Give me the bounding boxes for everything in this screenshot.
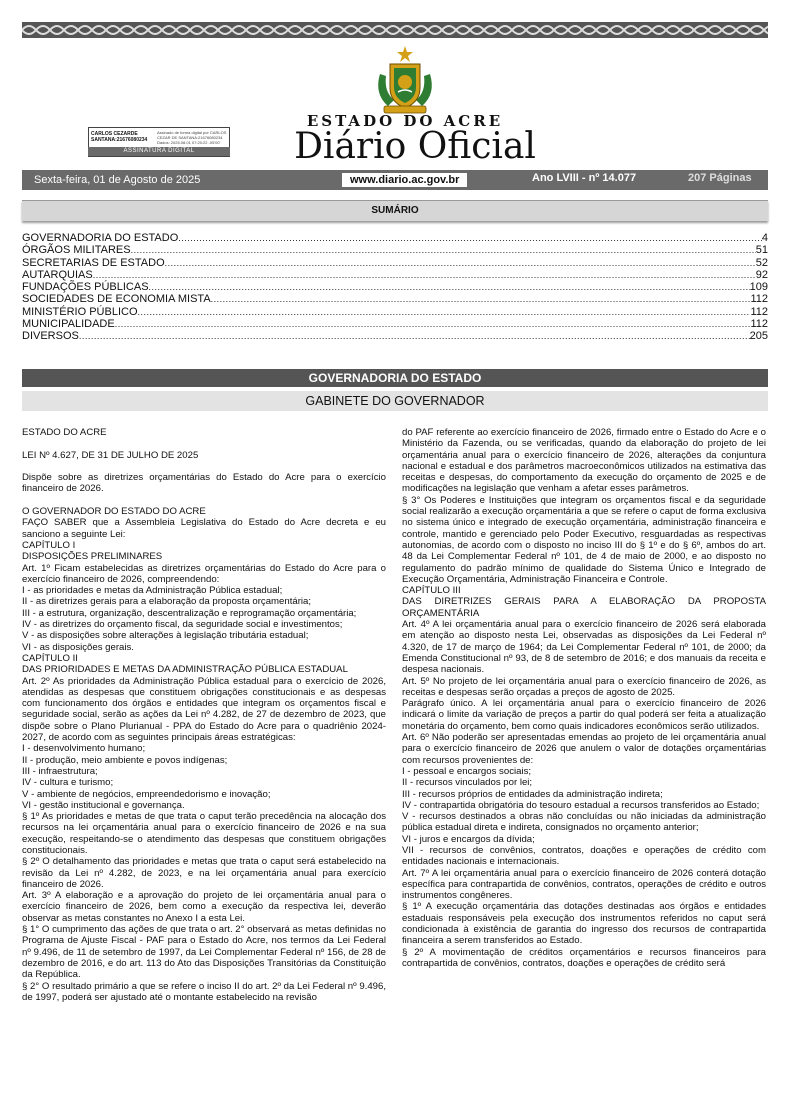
section-title: GOVERNADORIA DO ESTADO — [22, 369, 768, 387]
toc-entry-label: MUNICIPALIDADE — [22, 318, 115, 331]
toc-entry-page: 4 — [761, 232, 768, 244]
right-text-column — [402, 427, 766, 969]
publication-title: Diário Oficial — [294, 126, 536, 167]
text-paragraph: VI - gestão institucional e governança. — [22, 799, 185, 811]
toc-leader-dots — [115, 318, 751, 330]
toc-entry[interactable] — [22, 269, 768, 281]
text-paragraph: Art. 2º As prioridades da Administração Pública estadual para o exercício de 2026, atendidas as despesas que constituem obrigações constitucionais e as despesas com funcionamento dos órgãos e entidades que integram os orçamentos fiscal e seguridade social, serão as ações da Lei nº 4.282, de 27 de dezembro de 2023, que dispõe sobre o Plano Plurianual - PPA do Estado do Acre para o quadriênio 2024-2027, de acordo com as seguintes principais áreas estratégicas: — [22, 675, 386, 744]
text-paragraph: VI - as disposições gerais. — [22, 641, 134, 653]
toc-leader-dots — [93, 269, 756, 281]
toc-leader-dots — [165, 257, 756, 269]
text-paragraph: § 1º A execução orçamentária das dotações destinadas aos órgãos e entidades estaduais responsáveis pela execução dos instrumentos referidos no caput será condicionada à existência de garantia do ingresso dos recursos de contrapartida financeira a serem transferidos ao Estado. — [402, 901, 766, 947]
text-paragraph: II - produção, meio ambiente e povos indígenas; — [22, 754, 228, 766]
toc-entry-page: 92 — [755, 268, 768, 281]
text-paragraph: V - recursos destinados a obras não concluídas ou não iniciadas da administração pública estadual direta e indireta, consignados no orçamento anterior; — [402, 811, 766, 834]
text-paragraph: III - recursos próprios de entidades da administração indireta; — [402, 788, 663, 800]
text-paragraph: Art. 3º A elaboração e a aprovação do projeto de lei orçamentária anual para o exercício financeiro de 2026, bem como a execução da respectiva lei, deverão observar as metas constantes no Anexo I a esta Lei. — [22, 890, 386, 924]
text-paragraph: DAS PRIORIDADES E METAS DA ADMINISTRAÇÃO PÚBLICA ESTADUAL — [22, 664, 348, 676]
toc-entry-label: ÓRGÃOS MILITARES — [22, 244, 131, 257]
toc-leader-dots — [178, 232, 762, 244]
acre-coat-of-arms-icon — [374, 44, 436, 116]
text-paragraph: § 2º A movimentação de créditos orçamentários e recursos financeiros para contrapartida de convênios, contratos, doações e operações de crédito será — [402, 946, 766, 969]
decorative-border — [22, 22, 768, 38]
text-paragraph: § 3° Os Poderes e Instituições que integram os orçamentos fiscal e da seguridade social realizarão a execução orçamentária a que se refere o caput de forma exclusiva no sistema único e integrado de execução orçamentária, administração financeira e controle, mantido e gerenciado pelo Poder Executivo, resguardadas as respectivas autonomias, de acordo com o disposto no inciso III do § 1º e do § 6º, ambos do art. 48 da Lei Complementar Federal nº 101, de 4 de maio de 2000, e ao disposto no regulamento do padrão mínimo de qualidade do Sistema Único e Integrado de Execução Orçamentária, Administração Financeira e Controle. — [402, 494, 766, 585]
state-name: ESTADO DO ACRE — [306, 112, 504, 130]
publication-date: Sexta-feira, 01 de Agosto de 2025 — [34, 174, 201, 186]
text-paragraph: O GOVERNADOR DO ESTADO DO ACRE — [22, 506, 206, 518]
left-text-column — [22, 427, 386, 1003]
summary-heading: SUMÁRIO — [22, 200, 768, 221]
toc-leader-dots — [138, 306, 751, 318]
text-paragraph: VI - juros e encargos da dívida; — [402, 833, 535, 845]
toc-entry[interactable] — [22, 306, 768, 318]
toc-leader-dots — [149, 281, 750, 293]
toc-entry-page: 112 — [750, 305, 768, 318]
toc-entry-label: SECRETARIAS DE ESTADO — [22, 256, 165, 269]
toc-entry-label: MINISTÉRIO PÚBLICO — [22, 305, 138, 318]
text-paragraph: DISPOSIÇÕES PRELIMINARES — [22, 551, 163, 563]
toc-entry-page: 112 — [750, 293, 768, 306]
text-paragraph: LEI Nº 4.627, DE 31 DE JULHO DE 2025 — [22, 449, 199, 461]
website-link[interactable]: www.diario.ac.gov.br — [342, 173, 467, 187]
toc-entry[interactable] — [22, 293, 768, 305]
text-paragraph: Art. 5º No projeto de lei orçamentária anual para o exercício financeiro de 2026, as receitas e despesas serão orçadas a preços de agosto de 2025. — [402, 675, 766, 698]
text-paragraph: II - recursos vinculados por lei; — [402, 777, 533, 789]
text-paragraph — [22, 495, 386, 506]
section-subtitle: GABINETE DO GOVERNADOR — [22, 391, 768, 411]
toc-entry-label: SOCIEDADES DE ECONOMIA MISTA — [22, 293, 211, 306]
text-paragraph — [22, 438, 386, 449]
text-paragraph: V - as disposições sobre alterações à legislação tributária estadual; — [22, 630, 309, 642]
text-paragraph: Parágrafo único. A lei orçamentária anual para o exercício financeiro de 2026 indicará o limite da variação de preços a partir do qual poderá ser feita a atualização monetária do orçamento, bem como quais indicadores econômicos serão utilizados. — [402, 698, 766, 732]
text-paragraph: Art. 7º A lei orçamentária anual para o exercício financeiro de 2026 conterá dotação específica para contrapartida de convênios, contratos, operações de crédito e outros instrumentos congêneres. — [402, 867, 766, 902]
text-paragraph: III - a estrutura, organização, descentralização e reprogramação orçamentária; — [22, 607, 357, 619]
toc-entry-label: GOVERNADORIA DO ESTADO — [22, 232, 179, 244]
text-paragraph: ESTADO DO ACRE — [22, 427, 107, 438]
text-paragraph: II - as diretrizes gerais para a elaboração da proposta orçamentária; — [22, 596, 312, 608]
signer-name — [91, 131, 153, 143]
text-paragraph: IV - contrapartida obrigatória do tesouro estadual a recursos transferidos ao Estado; — [402, 799, 760, 811]
signature-label: ASSINATURA DIGITAL — [88, 147, 230, 156]
text-paragraph: CAPÍTULO I — [22, 539, 76, 551]
toc-entry[interactable] — [22, 281, 768, 293]
text-paragraph: Art. 1º Ficam estabelecidas as diretrizes orçamentárias do Estado do Acre para o exercício financeiro de 2026, compreendendo: — [22, 562, 386, 585]
text-paragraph: FAÇO SABER que a Assembleia Legislativa do Estado do Acre decreta e eu sanciono a seguinte Lei: — [22, 517, 386, 540]
text-paragraph: V - ambiente de negócios, empreendedorismo e inovação; — [22, 788, 271, 800]
toc-leader-dots — [211, 293, 751, 305]
table-of-contents — [22, 232, 768, 343]
toc-entry-label: DIVERSOS — [22, 330, 79, 343]
text-paragraph: III - infraestrutura; — [22, 765, 98, 777]
toc-leader-dots — [79, 330, 750, 342]
text-paragraph — [22, 461, 386, 472]
text-paragraph: IV - as diretrizes do orçamento fiscal, da seguridade social e investimentos; — [22, 619, 343, 631]
edition-number: Ano LVIII - nº 14.077 — [532, 172, 637, 184]
text-paragraph: § 1º As prioridades e metas de que trata o caput terão precedência na alocação dos recursos na lei orçamentária anual para o exercício financeiro de 2026 e na sua execução, respeitando-se o atendimento das despesas que constituem obrigações constitucionais. — [22, 811, 386, 856]
text-paragraph: Art. 4º A lei orçamentária anual para o exercício financeiro de 2026 será elaborada em atenção ao disposto nesta Lei, observadas as disposições da Lei Federal nº 4.320, de 17 de março de 1964; da Lei Complementar Federal nº 101, de 2000; da Emenda Constitucional nº 93, de 8 de setembro de 2016; e dos manuais da receita e despesa nacionais. — [402, 619, 766, 676]
signature-details-line1: Assinado de forma digital por CARLOS — [157, 130, 227, 135]
toc-entry-label: FUNDAÇÕES PÚBLICAS — [22, 281, 149, 294]
text-paragraph: § 2° O resultado primário a que se refere o inciso II do art. 2º da Lei Federal nº 9.496, de 1997, poderá ser ajustado até o montante estabelecido na revisão — [22, 980, 386, 1003]
signer-name-line2: SANTANA:21676080234 — [91, 137, 148, 143]
edition-info-bar — [22, 170, 768, 190]
toc-entry-page: 109 — [749, 281, 768, 294]
text-paragraph: IV - cultura e turismo; — [22, 777, 114, 789]
text-paragraph: § 1° O cumprimento das ações de que trata o art. 2° observará as metas definidas no Programa de Ajuste Fiscal - PAF para o Estado do Acre, nos termos da Lei Federal nº 9.496, de 11 de setembro de 1997, da Lei Complementar Federal nº 156, de 28 de dezembro de 2016, e do art. 113 do Ato das Disposições Transitórias da Constituição da República. — [22, 924, 386, 981]
signature-details — [157, 130, 227, 145]
toc-entry[interactable] — [22, 257, 768, 269]
page-count: 207 Páginas — [688, 172, 752, 184]
signature-details-line2: CEZAR DE SANTANA:21676080234 — [157, 135, 223, 140]
text-paragraph: I - desenvolvimento humano; — [22, 743, 146, 755]
toc-entry[interactable] — [22, 232, 768, 244]
digital-signature-box — [88, 127, 230, 157]
toc-entry-page: 52 — [755, 256, 768, 269]
toc-entry-label: AUTARQUIAS — [22, 268, 93, 281]
toc-entry[interactable] — [22, 318, 768, 330]
toc-entry-page: 112 — [750, 318, 768, 331]
signer-name-line1: CARLOS CEZARDE — [91, 131, 138, 137]
text-paragraph: I - as prioridades e metas da Administração Pública estadual; — [22, 585, 283, 597]
toc-leader-dots — [131, 244, 756, 256]
toc-entry-page: 205 — [749, 330, 768, 343]
text-paragraph: VII - recursos de convênios, contratos, doações e operações de crédito com entidades nacionais e internacionais. — [402, 844, 766, 868]
toc-entry-page: 51 — [755, 244, 768, 257]
text-paragraph: I - pessoal e encargos sociais; — [402, 765, 532, 777]
signature-details-line3: Dados: 2025.08.01 07:20:22 -05'00' — [157, 140, 221, 145]
text-paragraph: do PAF referente ao exercício financeiro de 2026, firmado entre o Estado do Acre e o Ministério da Fazenda, ou se verificadas, quando da elaboração do projeto de lei orçamentária anual para o exercício financeiro de 2026, alterações da conjuntura nacional e estadual e dos parâmetros macroeconômicos utilizados na estimativa das receitas e despesas, do comportamento da execução do orçamento de 2025 e de modificações na legislação que venham a afetar esses parâmetros. — [402, 427, 766, 495]
text-paragraph: Art. 6º Não poderão ser apresentadas emendas ao projeto de lei orçamentária anual para o exercício financeiro de 2026 que anulem o valor de dotações orçamentárias com recursos provenientes de: — [402, 732, 766, 766]
text-paragraph: Dispõe sobre as diretrizes orçamentárias do Estado do Acre para o exercício financeiro de 2026. — [22, 472, 386, 495]
text-paragraph: DAS DIRETRIZES GERAIS PARA A ELABORAÇÃO DA PROPOSTA ORÇAMENTÁRIA — [402, 596, 766, 619]
text-paragraph: CAPÍTULO II — [22, 652, 78, 664]
text-paragraph: CAPÍTULO III — [402, 585, 461, 597]
toc-entry[interactable] — [22, 330, 768, 342]
toc-entry[interactable] — [22, 244, 768, 256]
text-paragraph: § 2º O detalhamento das prioridades e metas que trata o caput será estabelecido na revisão da Lei nº 4.282, de 2023, e na lei orçamentária anual para exercício financeiro de 2026. — [22, 856, 386, 890]
